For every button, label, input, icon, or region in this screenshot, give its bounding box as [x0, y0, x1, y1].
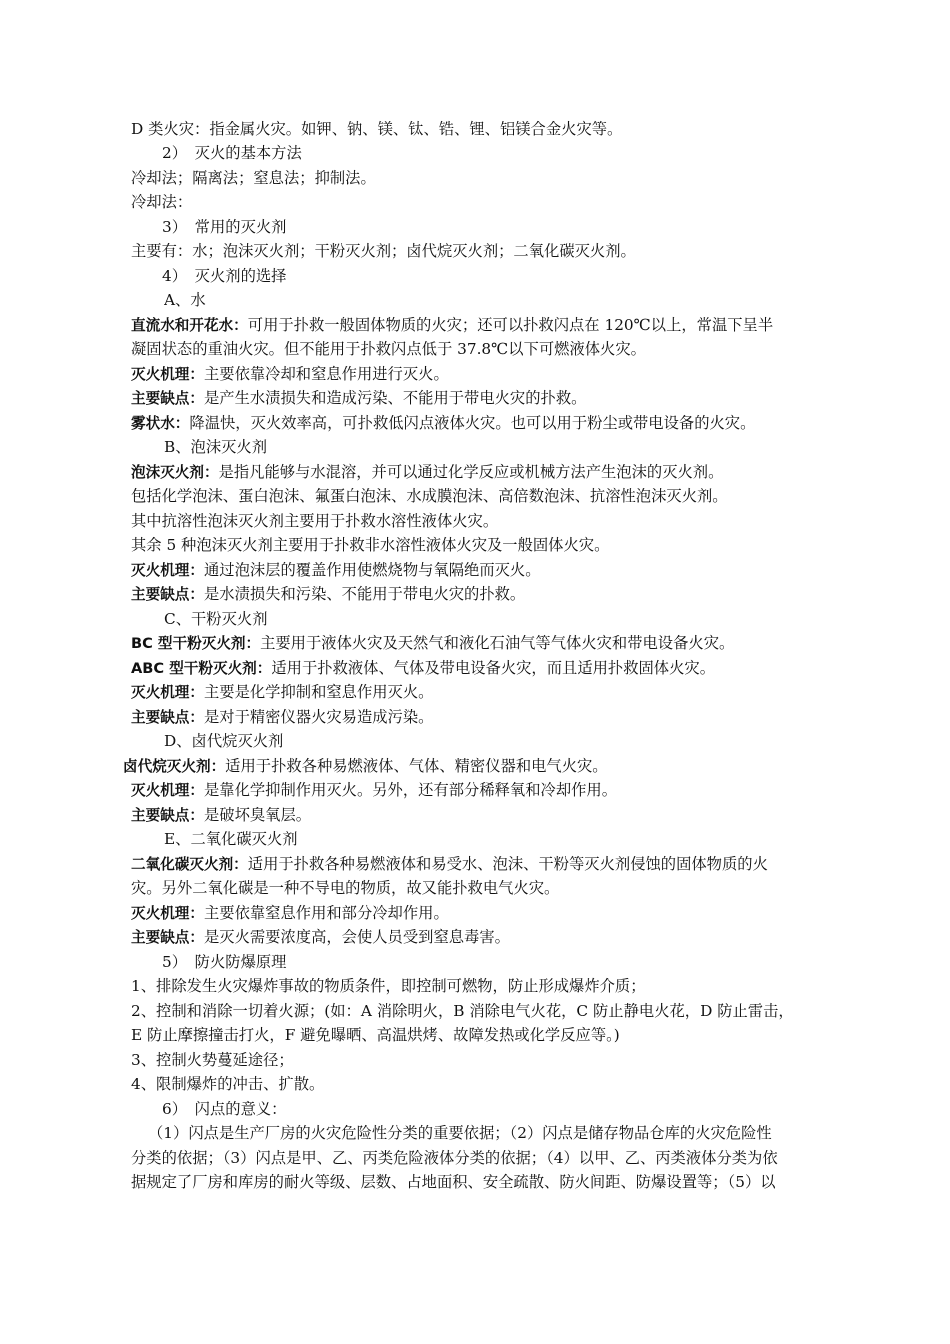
heading-agent-selection: 4） 灭火剂的选择 [162, 267, 287, 285]
line-co2-mechanism: 灭火机理：主要依靠窒息作用和部分冷却作用。 [131, 904, 449, 922]
line-halon-mechanism: 灭火机理：是靠化学抑制作用灭火。另外，还有部分稀释氧和冷却作用。 [131, 781, 618, 799]
subheading-dry-powder: C、干粉灭火剂 [164, 610, 268, 628]
line-prevention-2-cont: E 防止摩擦撞击打火，F 避免曝晒、高温烘烤、故障发热或化学反应等。) [131, 1026, 620, 1044]
line-straight-water-cont: 凝固状态的重油火灾。但不能用于扑救闪点低于 37.8℃以下可燃液体火灾。 [131, 340, 646, 358]
subheading-co2: E、二氧化碳灭火剂 [164, 830, 298, 848]
line-abc-powder: ABC 型干粉灭火剂：适用于扑救液体、气体及带电设备火灾，而且适用扑救固体火灾。 [131, 659, 715, 677]
line-foam-antisolvent: 其中抗溶性泡沫灭火剂主要用于扑救水溶性液体火灾。 [131, 512, 499, 530]
line-foam-types: 包括化学泡沫、蛋白泡沫、氟蛋白泡沫、水成膜泡沫、高倍数泡沫、抗溶性泡沫灭火剂。 [131, 487, 728, 505]
line-water-mechanism: 灭火机理：主要依靠冷却和窒息作用进行灭火。 [131, 365, 449, 383]
heading-fire-explosion-prevention: 5） 防火防爆原理 [162, 953, 287, 971]
subheading-halon: D、卤代烷灭火剂 [164, 732, 284, 750]
line-prevention-1: 1、排除发生火灾爆炸事故的物质条件，即控制可燃物，防止形成爆炸介质； [131, 977, 646, 995]
line-powder-mechanism: 灭火机理：主要是化学抑制和窒息作用灭火。 [131, 683, 434, 701]
subheading-water: A、水 [164, 291, 206, 309]
line-cooling-method: 冷却法： [131, 193, 193, 211]
line-mist-water: 雾状水：降温快，灭火效率高，可扑救低闪点液体火灾。也可以用于粉尘或带电设备的火灾。 [131, 414, 756, 432]
line-flash-point-2: 分类的依据；（3）闪点是甲、乙、丙类危险液体分类的依据；（4）以甲、乙、丙类液体分类为依 [131, 1149, 778, 1167]
line-methods-list: 冷却法；隔离法；窒息法；抑制法。 [131, 169, 376, 187]
line-co2-definition: 二氧化碳灭火剂：适用于扑救各种易燃液体和易受水、泡沫、干粉等灭火剂侵蚀的固体物质的火 [131, 855, 768, 873]
line-straight-water: 直流水和开花水：可用于扑救一般固体物质的火灾；还可以扑救闪点在 120℃以上，常温下呈半 [131, 316, 774, 334]
line-halon-definition: 卤代烷灭火剂：适用于扑救各种易燃液体、气体、精密仪器和电气火灾。 [123, 757, 608, 775]
line-foam-definition: 泡沫灭火剂：是指凡能够与水混溶，并可以通过化学反应或机械方法产生泡沫的灭火剂。 [131, 463, 724, 481]
line-bc-powder: BC 型干粉灭火剂：主要用于液体火灾及天然气和液化石油气等气体火灾和带电设备火灾。 [131, 634, 735, 652]
line-prevention-2: 2、控制和消除一切着火源；(如：A 消除明火，B 消除电气火花，C 防止静电火花，D 防止雷击， [131, 1002, 794, 1020]
line-flash-point-1: （1）闪点是生产厂房的火灾危险性分类的重要依据；（2）闪点是储存物品仓库的火灾危险性 [148, 1124, 772, 1142]
line-class-d-fire: D 类火灾：指金属火灾。如钾、钠、镁、钛、锆、锂、铝镁合金火灾等。 [131, 120, 623, 138]
line-foam-drawback: 主要缺点：是水渍损失和污染、不能用于带电火灾的扑救。 [131, 585, 526, 603]
line-prevention-4: 4、限制爆炸的冲击、扩散。 [131, 1075, 325, 1093]
line-prevention-3: 3、控制火势蔓延途径； [131, 1051, 294, 1069]
line-co2-definition-cont: 灾。另外二氧化碳是一种不导电的物质，故又能扑救电气火灾。 [131, 879, 560, 897]
line-foam-others: 其余 5 种泡沫灭火剂主要用于扑救非水溶性液体火灾及一般固体火灾。 [131, 536, 610, 554]
line-co2-drawback: 主要缺点：是灭火需要浓度高，会使人员受到窒息毒害。 [131, 928, 510, 946]
line-halon-drawback: 主要缺点：是破坏臭氧层。 [131, 806, 312, 824]
heading-common-agents: 3） 常用的灭火剂 [162, 218, 287, 236]
line-flash-point-3: 据规定了厂房和库房的耐火等级、层数、占地面积、安全疏散、防火间距、防爆设置等；（5）以 [131, 1173, 776, 1191]
line-water-drawback: 主要缺点：是产生水渍损失和造成污染、不能用于带电火灾的扑救。 [131, 389, 587, 407]
line-foam-mechanism: 灭火机理：通过泡沫层的覆盖作用使燃烧物与氧隔绝而灭火。 [131, 561, 541, 579]
line-agents-list: 主要有：水；泡沫灭火剂；干粉灭火剂；卤代烷灭火剂；二氧化碳灭火剂。 [131, 242, 636, 260]
subheading-foam: B、泡沫灭火剂 [164, 438, 268, 456]
heading-flash-point: 6） 闪点的意义： [162, 1100, 287, 1118]
heading-basic-methods: 2） 灭火的基本方法 [162, 144, 302, 162]
line-powder-drawback: 主要缺点：是对于精密仪器火灾易造成污染。 [131, 708, 434, 726]
